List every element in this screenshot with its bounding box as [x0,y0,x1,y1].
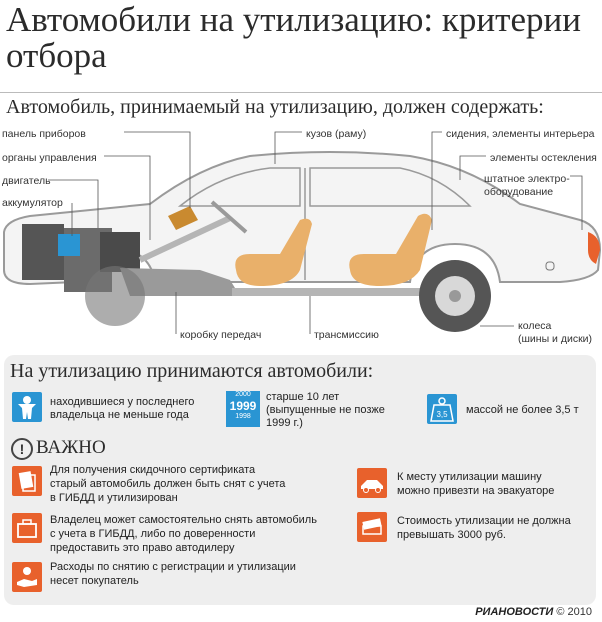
label-wheels-1: колеса [518,320,552,332]
note3-line2: несет покупатель [50,575,139,587]
badge-year-bottom: 1998 [235,413,251,420]
note4-line2: можно привезти на эвакуаторе [397,485,555,497]
label-dashboard: панель приборов [2,128,86,140]
criterion-weight: массой не более 3,5 т [466,404,579,416]
note5-line2: превышать 3000 руб. [397,529,506,541]
engine-block [22,224,64,280]
label-battery: аккумулятор [2,197,63,209]
criterion-owner-2: владельца не меньше года [50,409,189,421]
tow-truck-icon [357,468,387,498]
label-engine: двигатель [2,175,51,187]
note3-line1: Расходы по снятию с регистрации и утилизации [50,561,296,573]
label-electrical-2: оборудование [484,186,554,198]
note2-line3: предоставить это право автодилеру [50,542,235,554]
important-title: ВАЖНО [36,437,106,458]
label-body: кузов (раму) [306,128,367,140]
label-glazing: элементы остекления [490,152,597,164]
briefcase-icon [12,513,42,543]
note2-line1: Владелец может самостоятельно снять автомобиль [50,514,317,526]
criterion-age-3: 1999 г.) [266,417,303,429]
badge-year-main: 1999 [229,399,257,413]
document-icon [12,466,42,496]
label-wheels-2: (шины и диски) [518,333,593,345]
warning-icon: ! [11,438,33,460]
footer [475,606,592,618]
weight-icon-label: 3,5 [436,410,448,419]
label-transmission: трансмиссию [314,329,379,341]
note1-line2: старый автомобиль должен быть снят с учета [50,478,286,490]
criterion-owner-1: находившиеся у последнего [50,396,195,408]
hand-money-icon [12,562,42,592]
divider-top [0,92,602,93]
weight-icon [427,394,457,424]
transmission-shaft [232,288,442,296]
page-subtitle: Автомобиль, принимаемый на утилизацию, должен содержать: [6,96,544,118]
badge-year-top: 2000 [235,391,251,398]
money-stack-icon [357,512,387,542]
criteria-title: На утилизацию принимаются автомобили: [10,360,374,382]
person-icon [12,392,42,422]
note5-line1: Стоимость утилизации не должна [397,515,571,527]
copyright: © 2010 [556,606,592,618]
criterion-age-1: старше 10 лет [266,391,340,403]
note1-line3: в ГИБДД и утилизирован [50,492,178,504]
label-gearbox: коробку передач [180,329,262,341]
front-wheel [85,266,145,326]
label-electrical-1: штатное электро- [484,173,570,185]
label-controls: органы управления [2,152,97,164]
calendar-icon [226,391,260,427]
criterion-age-2: (выпущенные не позже [266,404,385,416]
note1-line1: Для получения скидочного сертификата [50,464,256,476]
battery [58,234,80,256]
brand-logo: РИАНОВОСТИ [475,606,554,618]
note2-line2: с учета в ГИБДД, либо по доверенности [50,528,256,540]
note4-line1: К месту утилизации машину [397,471,542,483]
page-title: Автомобили на утилизацию: критерии отбора [6,0,581,75]
label-seats: сидения, элементы интерьера [446,128,595,140]
